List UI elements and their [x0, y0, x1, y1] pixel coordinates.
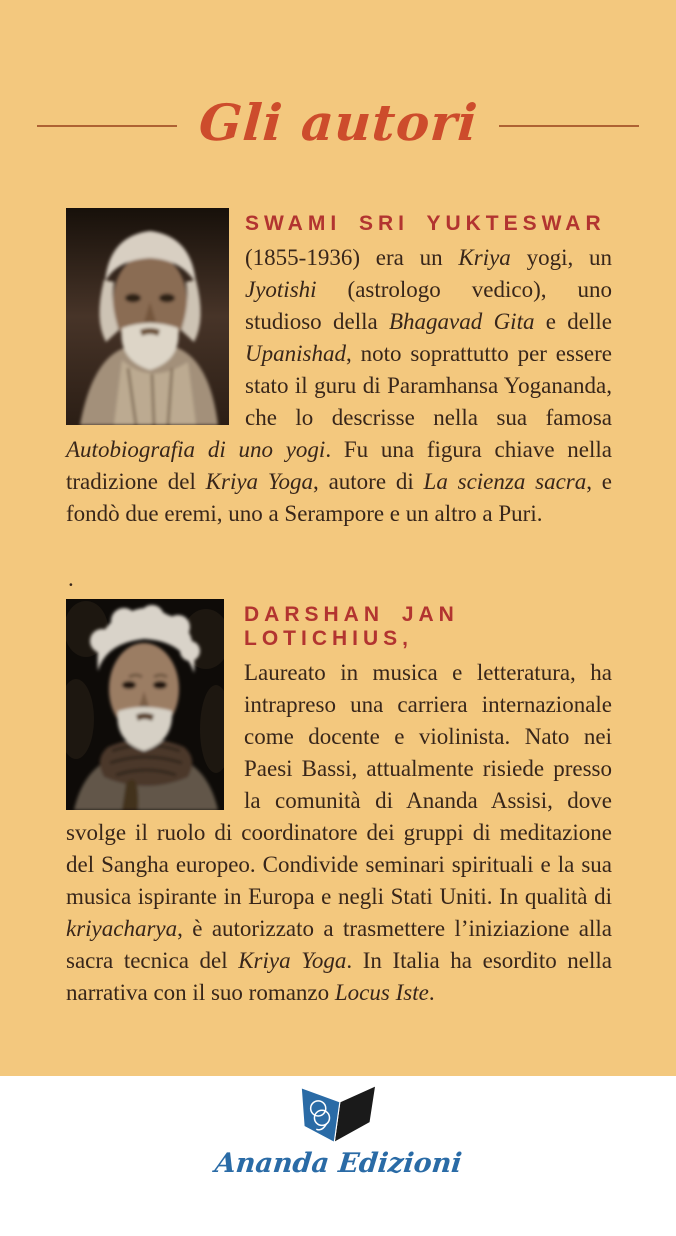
authors-header: [0, 88, 676, 164]
page-title: Gli autori: [196, 93, 480, 152]
publisher-name: Ananda Edizioni: [213, 1148, 463, 1179]
portrait-yukteswar-illustration: [66, 208, 229, 425]
author-bio-lotichius: Laureato in musica e letteratura, ha intrapreso una carriera internazionale come docente e violinista. Nato nei Paesi Bassi, attualmente risiede presso la comunità di Ananda Assisi, dove svolge il ruolo di coordinatore dei gruppi di meditazione del Sangha europeo. Condivide seminari spirituali e la sua musica ispirante in Europa e negli Stati Uniti. In qualità di kriyacharya, è autorizzato a trasmettere l’iniziazione alla sacra tecnica del Kriya Yoga. In Italia ha esordito nella narrativa con il suo romanzo Locus Iste.: [66, 660, 612, 1005]
divider-left: [37, 125, 177, 127]
author-name-yukteswar: SWAMI SRI YUKTESWAR: [245, 212, 606, 235]
stray-period: .: [68, 566, 74, 591]
divider-right: [499, 125, 639, 127]
portrait-lotichius-illustration: [66, 599, 224, 810]
author-name-lotichius: DARSHAN JAN LOTICHIUS,: [244, 603, 459, 650]
author-bio-yukteswar: (1855-1936) era un Kriya yogi, un Jyotishi (astrologo vedico), uno studioso della Bhagavad Gita e delle Upanishad, noto soprattutto per essere stato il guru di Paramhansa Yogananda, che lo descrisse nella sua famosa Autobiografia di uno yogi. Fu una figura chiave nella tradizione del Kriya Yoga, autore di La scienza sacra, e fondò due eremi, uno a Serampore e un altro a Puri.: [66, 245, 612, 526]
open-book-logo-icon: [290, 1082, 386, 1148]
author-photo-lotichius: [66, 599, 224, 810]
author-photo-yukteswar: [66, 208, 229, 425]
author-section-yukteswar: [66, 204, 612, 530]
publisher-footer: [0, 1076, 676, 1236]
author-section-lotichius: [66, 595, 612, 1009]
